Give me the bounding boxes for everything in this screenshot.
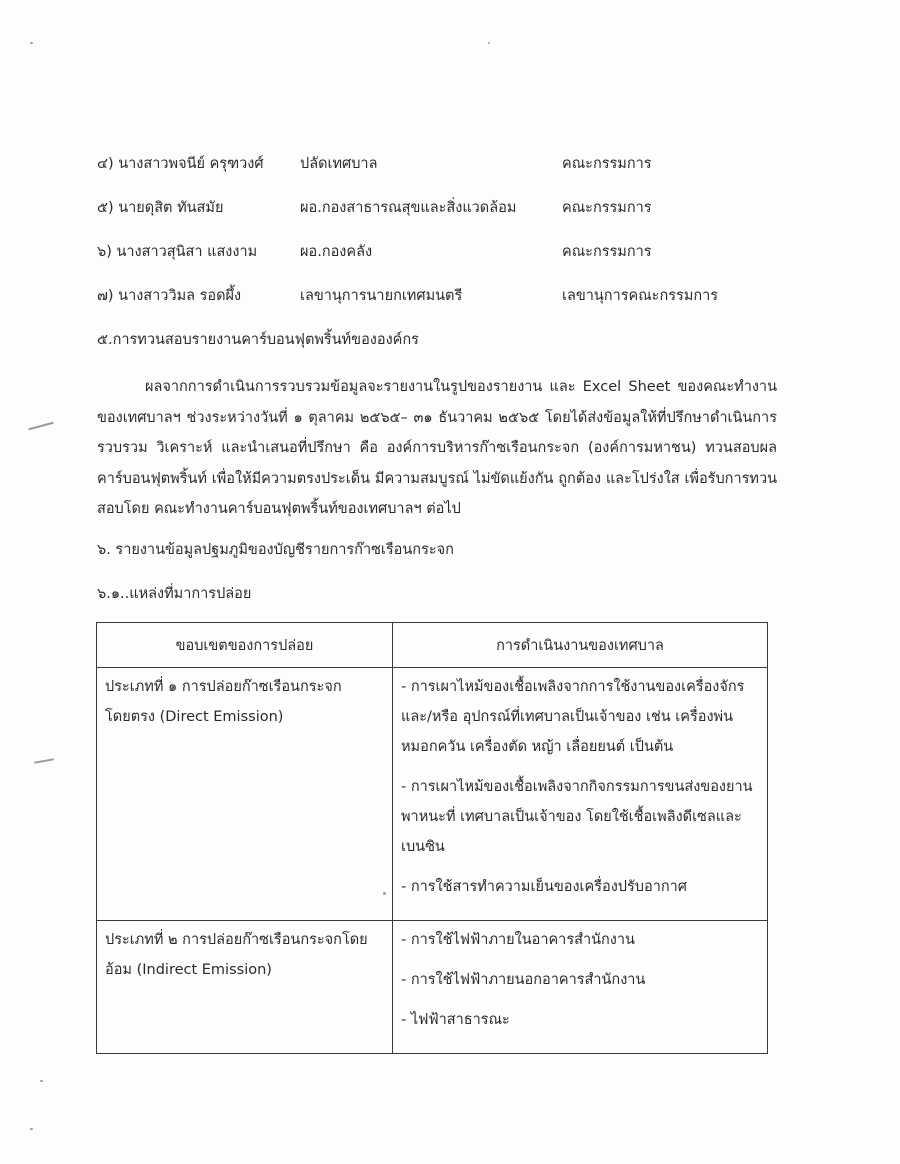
member-name: ๗) นางสาววิมล รอดผึ้ง [97, 288, 242, 304]
scan-speck [488, 42, 490, 44]
scan-speck [28, 422, 54, 431]
member-name: ๕) นายดุสิต ทันสมัย [97, 200, 224, 216]
emission-sources-table [96, 622, 768, 1054]
scan-speck [30, 1128, 33, 1130]
section-5-paragraph: ผลจากการดำเนินการรวบรวมข้อมูลจะรายงานในรูปของรายงาน และ Excel Sheet ของคณะทำงานของเทศบาลฯ ช่วงระหว่างวันที่ ๑ ตุลาคม ๒๕๖๕– ๓๑ ธันวาคม ๒๕๖๕ โดยได้ส่งข้อมูลให้ที่ปรึกษาดำเนินการรวบรวม วิเคราะห์ และนำเสนอที่ปรึกษา คือ องค์การบริหารก๊าซเรือนกระจก (องค์การมหาชน) ทวนสอบผลคาร์บอนฟุตพริ้นท์ เพื่อให้มีความตรงประเด็น มีความสมบูรณ์ ไม่ขัดแย้งกัน ถูกต้อง และโปร่งใส เพื่อรับการทวนสอบโดย คณะทำงานคาร์บอนฟุตพริ้นท์ของเทศบาลฯ ต่อไป [97, 379, 777, 517]
scope-cell: ประเภทที่ ๑ การปล่อยก๊าซเรือนกระจกโดยตรง (Direct Emission) [97, 668, 393, 921]
member-name: ๖) นางสาวสุนิสา แสงงาม [97, 244, 258, 260]
activity-item: - ไฟฟ้าสาธารณะ [401, 1012, 510, 1028]
member-position: ผอ.กองคลัง [300, 244, 373, 260]
scope-cell: ประเภทที่ ๒ การปล่อยก๊าซเรือนกระจกโดยอ้อม (Indirect Emission) [97, 921, 393, 1054]
member-role: คณะกรรมการ [562, 244, 652, 260]
member-name: ๔) นางสาวพจนีย์ ครุฑวงศ์ [97, 156, 264, 172]
scan-speck [30, 42, 33, 44]
member-role: คณะกรรมการ [562, 200, 652, 216]
scan-speck [383, 892, 386, 895]
member-role: คณะกรรมการ [562, 156, 652, 172]
activity-item: - การเผาไหม้ของเชื้อเพลิงจากการใช้งานของเครื่องจักรและ/หรือ อุปกรณ์ที่เทศบาลเป็นเจ้าของ เช่น เครื่องพ่นหมอกควัน เครื่องตัด หญ้า เลื่อยยนต์ เป็นต้น [401, 679, 745, 755]
header-scope: ขอบเขตของการปล่อย [97, 623, 393, 668]
member-position: ผอ.กองสาธารณสุขและสิ่งแวดล้อม [300, 200, 517, 216]
header-activities: การดำเนินงานของเทศบาล [393, 623, 768, 668]
activity-item: - การใช้ไฟฟ้าภายในอาคารสำนักงาน [401, 932, 635, 948]
activity-item: - การใช้ไฟฟ้าภายนอกอาคารสำนักงาน [401, 972, 646, 988]
scan-speck [34, 758, 54, 763]
table-row [97, 668, 768, 921]
committee-member-list [97, 150, 797, 326]
table-row [97, 921, 768, 1054]
member-role: เลขานุการคณะกรรมการ [562, 288, 719, 304]
scan-speck [40, 1080, 43, 1082]
activity-item: - การใช้สารทำความเย็นของเครื่องปรับอากาศ [401, 879, 687, 895]
member-position: ปลัดเทศบาล [300, 156, 378, 172]
activities-cell [393, 921, 768, 1054]
member-position: เลขานุการนายกเทศมนตรี [300, 288, 463, 304]
section-5-heading: ๕.การทวนสอบรายงานคาร์บอนฟุตพริ้นท์ขององค์กร [97, 332, 419, 348]
committee-member-row [97, 194, 797, 238]
committee-member-row [97, 150, 797, 194]
activities-cell [393, 668, 768, 921]
committee-member-row [97, 238, 797, 282]
committee-member-row [97, 282, 797, 326]
section-6-heading: ๖. รายงานข้อมูลปฐมภูมิของบัญชีรายการก๊าซเรือนกระจก [97, 542, 454, 558]
section-6-1-subheading: ๖.๑..แหล่งที่มาการปล่อย [97, 586, 252, 602]
activity-item: - การเผาไหม้ของเชื้อเพลิงจากกิจกรรมการขนส่งของยานพาหนะที่ เทศบาลเป็นเจ้าของ โดยใช้เชื้อเพลิงดีเซลและเบนซิน [401, 779, 753, 855]
table-header-row [97, 623, 768, 668]
